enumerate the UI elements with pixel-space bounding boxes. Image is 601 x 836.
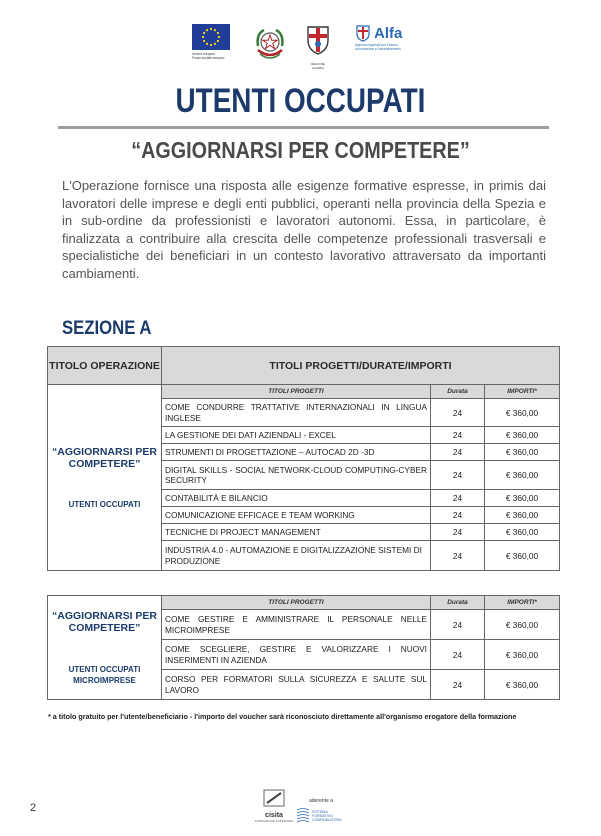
course-price: € 360,00 (485, 670, 560, 700)
liguria-caption: REGIONE LIGURIA (311, 62, 325, 70)
eu-caption (192, 52, 232, 60)
course-duration: 24 (431, 444, 485, 461)
aderente-label: aderente a (309, 798, 333, 804)
liguria-small-shield-icon (355, 24, 371, 42)
operation-target: UTENTI OCCUPATI (68, 500, 141, 509)
course-price: € 360,00 (485, 399, 560, 427)
course-duration: 24 (431, 541, 485, 571)
course-price: € 360,00 (485, 507, 560, 524)
course-price: € 360,00 (485, 640, 560, 670)
sistema-formativo-confindustria-logo (296, 808, 342, 824)
table-header-projects: TITOLI PROGETTI/DURATE/IMPORTI (162, 347, 560, 385)
confindustria-mark-icon (296, 808, 310, 824)
operation-title: “AGGIORNARSI PER COMPETERE” (51, 446, 157, 470)
italian-republic-emblem-icon (254, 24, 286, 64)
course-price: € 360,00 (485, 490, 560, 507)
course-price: € 360,00 (485, 541, 560, 571)
course-duration: 24 (431, 490, 485, 507)
column-header-duration: Durata (431, 385, 485, 399)
alfa-caption-line: Agenzia regionale per il lavoro (355, 43, 398, 47)
course-title: CONTABILITÀ E BILANCIO (162, 490, 431, 507)
cisita-logo (254, 789, 294, 823)
sfc-caption (312, 810, 342, 823)
course-duration: 24 (431, 610, 485, 640)
sfc-caption-line: SISTEMA (312, 809, 328, 814)
alfa-wordmark: Alfa (374, 24, 403, 42)
course-title: COME CONDURRE TRATTATIVE INTERNAZIONALI IN LINGUA INGLESE (162, 399, 431, 427)
course-duration: 24 (431, 507, 485, 524)
course-title: DIGITAL SKILLS - SOCIAL NETWORK-CLOUD COMPUTING-CYBER SECURITY (162, 461, 431, 490)
course-title: COME SCEGLIERE, GESTIRE E VALORIZZARE I NUOVI INSERIMENTI IN AZIENDA (162, 640, 431, 670)
page-number: 2 (30, 802, 37, 814)
course-title: CORSO PER FORMATORI SULLA SICUREZZA E SALUTE SUL LAVORO (162, 670, 431, 700)
column-header-duration: Durata (431, 596, 485, 610)
column-header-titles: TITOLI PROGETTI (162, 596, 431, 610)
operation-cell (48, 385, 162, 571)
course-duration: 24 (431, 524, 485, 541)
cisita-wordmark: cisita (265, 812, 283, 819)
course-title: COME GESTIRE E AMMINISTRARE IL PERSONALE NELLE MICROIMPRESE (162, 610, 431, 640)
course-title: INDUSTRIA 4.0 - AUTOMAZIONE E DIGITALIZZAZIONE SISTEMI DI PRODUZIONE (162, 541, 431, 571)
regione-liguria-logo (305, 24, 331, 70)
course-title: COMUNICAZIONE EFFICACE E TEAM WORKING (162, 507, 431, 524)
column-header-price: IMPORTI* (485, 596, 560, 610)
operation-title: “AGGIORNARSI PER COMPETERE” (51, 609, 157, 634)
cisita-mark-icon (262, 789, 286, 807)
cisita-caption: FORMAZIONE SUPERIORE (254, 819, 294, 823)
alfa-caption-line: la formazione e l'accreditamento (355, 47, 401, 51)
eu-caption-line: Unione europea (192, 52, 215, 56)
header-logos (0, 24, 601, 70)
courses-table-microimprese (47, 595, 560, 700)
liguria-shield-icon (305, 24, 331, 56)
course-title: STRUMENTI DI PROGETTAZIONE – AUTOCAD 2D -3D (162, 444, 431, 461)
table-header-operation: TITOLO OPERAZIONE (48, 347, 162, 385)
intro-paragraph: L'Operazione fornisce una risposta alle esigenze formative espresse, in primis dai lavoratori delle imprese e degli enti pubblici, operanti nella provincia della Spezia e in sub-ordine da professionisti e lavoratori autonomi. Essa, in particolare, è finalizzata a contribuire alla crescita delle competenze professionali trasversali e specialistiche dei beneficiari in un contesto lavorativo attraversato da importanti cambiamenti. (62, 178, 546, 281)
alfa-caption (355, 43, 445, 51)
column-header-price: IMPORTI* (485, 385, 560, 399)
eu-logo (192, 24, 232, 60)
column-header-titles: TITOLI PROGETTI (162, 385, 431, 399)
course-duration: 24 (431, 461, 485, 490)
eu-flag-icon (192, 24, 230, 50)
course-duration: 24 (431, 640, 485, 670)
course-price: € 360,00 (485, 461, 560, 490)
section-heading: SEZIONE A (62, 318, 152, 339)
operation-target: UTENTI OCCUPATI MICROIMPRESE (68, 664, 141, 685)
course-title: TECNICHE DI PROJECT MANAGEMENT (162, 524, 431, 541)
course-price: € 360,00 (485, 444, 560, 461)
page-subtitle: “AGGIORNARSI PER COMPETERE” (131, 137, 470, 163)
course-duration: 24 (431, 427, 485, 444)
page-title: UTENTI OCCUPATI (175, 82, 426, 120)
courses-table-occupati (47, 346, 560, 571)
sfc-caption-line: CONFINDUSTRIA (312, 818, 342, 823)
course-price: € 360,00 (485, 610, 560, 640)
course-duration: 24 (431, 399, 485, 427)
sfc-caption-line: FORMATIVO (312, 813, 334, 818)
course-duration: 24 (431, 670, 485, 700)
footnote: * a titolo gratuito per l'utente/beneficiario - l'importo del voucher sarà riconosciuto direttamente all'organismo erogatore della formazione (48, 712, 517, 721)
course-price: € 360,00 (485, 524, 560, 541)
title-divider (58, 126, 549, 129)
course-price: € 360,00 (485, 427, 560, 444)
eu-caption-line: Fondo sociale europeo (192, 56, 225, 60)
alfa-logo (355, 24, 445, 51)
course-title: LA GESTIONE DEI DATI AZIENDALI - EXCEL (162, 427, 431, 444)
operation-cell (48, 596, 162, 700)
